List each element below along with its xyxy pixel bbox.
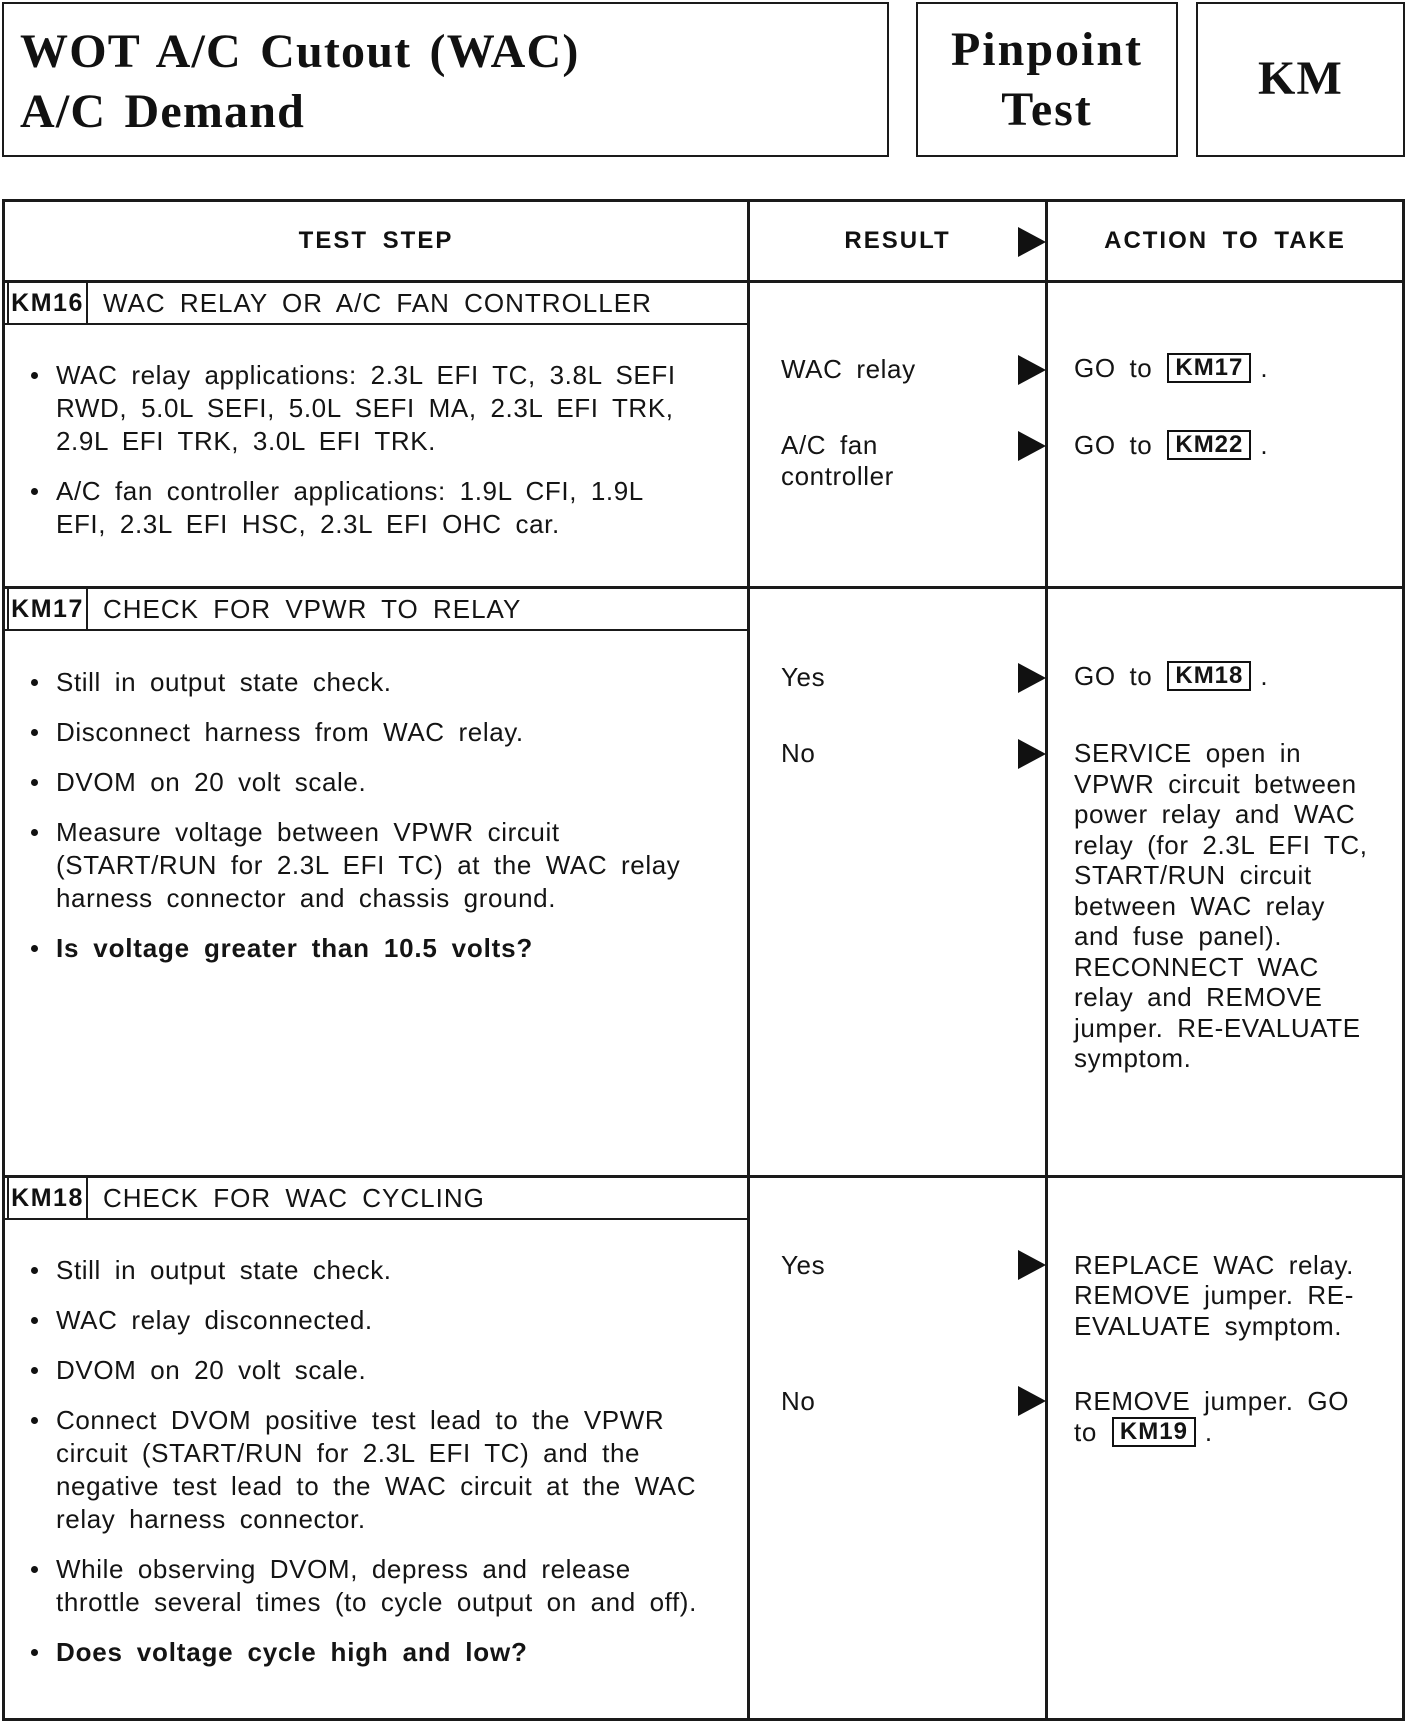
step-km17-instructions <box>56 666 680 982</box>
instruction-bullet <box>56 666 680 699</box>
bullet-dot-icon <box>31 779 38 786</box>
action-text: EVALUATE symptom. <box>1074 1310 1343 1341</box>
action-text: power relay and WAC <box>1074 799 1356 830</box>
instruction-text: A/C fan controller applications: 1.9L CFI, 1.9L <box>56 475 644 506</box>
action-goto-km17 <box>1074 353 1268 384</box>
arrow-right-icon <box>1018 227 1046 257</box>
instruction-text: While observing DVOM, depress and release <box>56 1554 631 1584</box>
instruction-bullet <box>56 475 676 541</box>
instruction-bullet <box>56 1304 697 1337</box>
instruction-bullet <box>56 816 680 915</box>
instruction-bullet <box>56 766 680 799</box>
action-prefix: GO to <box>1074 661 1153 692</box>
step-header-km17 <box>5 589 747 631</box>
instruction-text: Disconnect harness from WAC relay. <box>56 716 524 747</box>
action-suffix: . <box>1204 1416 1213 1447</box>
action-text: SERVICE open in <box>1074 738 1302 769</box>
step-code: KM17 <box>7 589 88 629</box>
title-line: WOT A/C Cutout (WAC) <box>20 25 580 78</box>
action-text: jumper. RE-EVALUATE <box>1074 1012 1361 1043</box>
result-no <box>781 738 815 769</box>
result-ac-fan-controller <box>781 430 894 491</box>
instruction-text: harness connector and chassis ground. <box>56 882 557 913</box>
instruction-text: (START/RUN for 2.3L EFI TC) at the WAC relay <box>56 849 681 880</box>
arrow-right-icon <box>1018 431 1046 461</box>
action-suffix: . <box>1260 353 1269 384</box>
bullet-dot-icon <box>31 488 38 495</box>
action-text <box>1074 1417 1349 1448</box>
arrow-right-icon <box>1018 739 1046 769</box>
step-header-km16 <box>5 283 747 325</box>
title-line: A/C Demand <box>20 85 306 138</box>
instruction-text: Still in output state check. <box>56 666 392 697</box>
action-text: relay and REMOVE <box>1074 982 1323 1013</box>
action-prefix: to <box>1074 1416 1097 1447</box>
result-text: No <box>781 1386 816 1417</box>
action-text: VPWR circuit between <box>1074 768 1357 799</box>
instruction-bullet <box>56 1254 697 1287</box>
bullet-dot-icon <box>31 372 38 379</box>
arrow-right-icon <box>1018 663 1046 693</box>
col-header-result: RESULT <box>844 227 951 254</box>
col-header-action: ACTION TO TAKE <box>1104 227 1346 254</box>
instruction-text: EFI, 2.3L EFI HSC, 2.3L EFI OHC car. <box>56 508 560 539</box>
action-text: REMOVE jumper. RE- <box>1074 1280 1354 1311</box>
result-yes <box>781 662 825 693</box>
pinpoint-label: Test <box>1001 83 1093 136</box>
bullet-dot-icon <box>31 729 38 736</box>
result-yes <box>781 1250 825 1281</box>
step-code: KM16 <box>7 283 88 323</box>
action-text: RECONNECT WAC <box>1074 951 1319 982</box>
action-prefix: GO to <box>1074 430 1153 461</box>
action-text: START/RUN circuit <box>1074 860 1312 891</box>
instruction-bullet <box>56 716 680 749</box>
instruction-text: relay harness connector. <box>56 1504 366 1534</box>
bullet-dot-icon <box>31 829 38 836</box>
step-code: KM18 <box>7 1178 88 1218</box>
action-suffix: . <box>1260 661 1269 692</box>
instruction-text: Connect DVOM positive test lead to the VPWR <box>56 1405 665 1435</box>
instruction-text: WAC relay disconnected. <box>56 1305 373 1335</box>
step-reference-box: KM19 <box>1112 1417 1196 1447</box>
step-km18-instructions <box>56 1254 697 1686</box>
step-header-km18 <box>5 1178 747 1220</box>
action-prefix: GO to <box>1074 353 1153 384</box>
step-reference-box: KM18 <box>1167 661 1251 691</box>
action-text <box>1074 430 1268 461</box>
step-title: CHECK FOR WAC CYCLING <box>103 1183 485 1213</box>
action-text: between WAC relay <box>1074 890 1325 921</box>
step-reference-box: KM22 <box>1167 430 1251 460</box>
result-wac-relay <box>781 354 916 385</box>
action-text: symptom. <box>1074 1043 1192 1074</box>
instruction-bullet <box>56 1354 697 1387</box>
arrow-right-icon <box>1018 355 1046 385</box>
arrow-right-icon <box>1018 1386 1046 1416</box>
section-code: KM <box>1257 52 1344 105</box>
result-no <box>781 1386 815 1417</box>
step-title: CHECK FOR VPWR TO RELAY <box>103 594 522 624</box>
instruction-bullet <box>56 1553 697 1619</box>
table-rule <box>1045 199 1048 1721</box>
pinpoint-label: Pinpoint <box>950 23 1144 76</box>
result-text: Yes <box>781 1249 826 1280</box>
instruction-text: circuit (START/RUN for 2.3L EFI TC) and the <box>56 1438 641 1468</box>
action-text <box>1074 353 1268 384</box>
result-text: No <box>781 738 816 769</box>
instruction-text: RWD, 5.0L SEFI, 5.0L SEFI MA, 2.3L EFI TRK, <box>56 392 674 423</box>
step-km16-instructions <box>56 359 676 558</box>
bullet-dot-icon <box>31 679 38 686</box>
instruction-text: throttle several times (to cycle output on and off). <box>56 1587 697 1617</box>
instruction-text: DVOM on 20 volt scale. <box>56 766 367 797</box>
instruction-text: Measure voltage between VPWR circuit <box>56 816 560 847</box>
arrow-right-icon <box>1018 1250 1046 1280</box>
result-text: controller <box>781 460 894 491</box>
bullet-dot-icon <box>31 1649 38 1656</box>
col-header-test-step: TEST STEP <box>298 227 454 254</box>
step-title: WAC RELAY OR A/C FAN CONTROLLER <box>103 288 652 318</box>
instruction-question <box>56 1636 697 1669</box>
action-text: REPLACE WAC relay. <box>1074 1249 1354 1280</box>
action-replace-wac-relay <box>1074 1250 1354 1342</box>
action-text: and fuse panel). <box>1074 921 1283 952</box>
action-goto-km22 <box>1074 430 1268 461</box>
bullet-dot-icon <box>31 1317 38 1324</box>
instruction-text: negative test lead to the WAC circuit at the WAC <box>56 1471 697 1501</box>
result-text: Yes <box>781 662 826 693</box>
result-text: WAC relay <box>781 354 916 385</box>
action-service-vpwr <box>1074 738 1368 1074</box>
instruction-text: Still in output state check. <box>56 1255 392 1285</box>
instruction-bullet <box>56 359 676 458</box>
bullet-dot-icon <box>31 1267 38 1274</box>
instruction-text: 2.9L EFI TRK, 3.0L EFI TRK. <box>56 425 436 456</box>
instruction-text: WAC relay applications: 2.3L EFI TC, 3.8L SEFI <box>56 359 676 390</box>
instruction-question <box>56 932 680 965</box>
action-text <box>1074 661 1268 692</box>
table-rule <box>747 199 750 1721</box>
question-text: Does voltage cycle high and low? <box>56 1637 528 1667</box>
action-suffix: . <box>1260 430 1269 461</box>
result-text: A/C fan <box>781 430 878 461</box>
instruction-bullet <box>56 1404 697 1536</box>
action-goto-km19 <box>1074 1386 1349 1447</box>
question-text: Is voltage greater than 10.5 volts? <box>56 932 534 963</box>
action-goto-km18 <box>1074 661 1268 692</box>
action-text: relay (for 2.3L EFI TC, <box>1074 829 1368 860</box>
action-text: REMOVE jumper. GO <box>1074 1386 1350 1417</box>
bullet-dot-icon <box>31 945 38 952</box>
instruction-text: DVOM on 20 volt scale. <box>56 1355 367 1385</box>
bullet-dot-icon <box>31 1566 38 1573</box>
bullet-dot-icon <box>31 1417 38 1424</box>
bullet-dot-icon <box>31 1367 38 1374</box>
step-reference-box: KM17 <box>1167 353 1251 383</box>
